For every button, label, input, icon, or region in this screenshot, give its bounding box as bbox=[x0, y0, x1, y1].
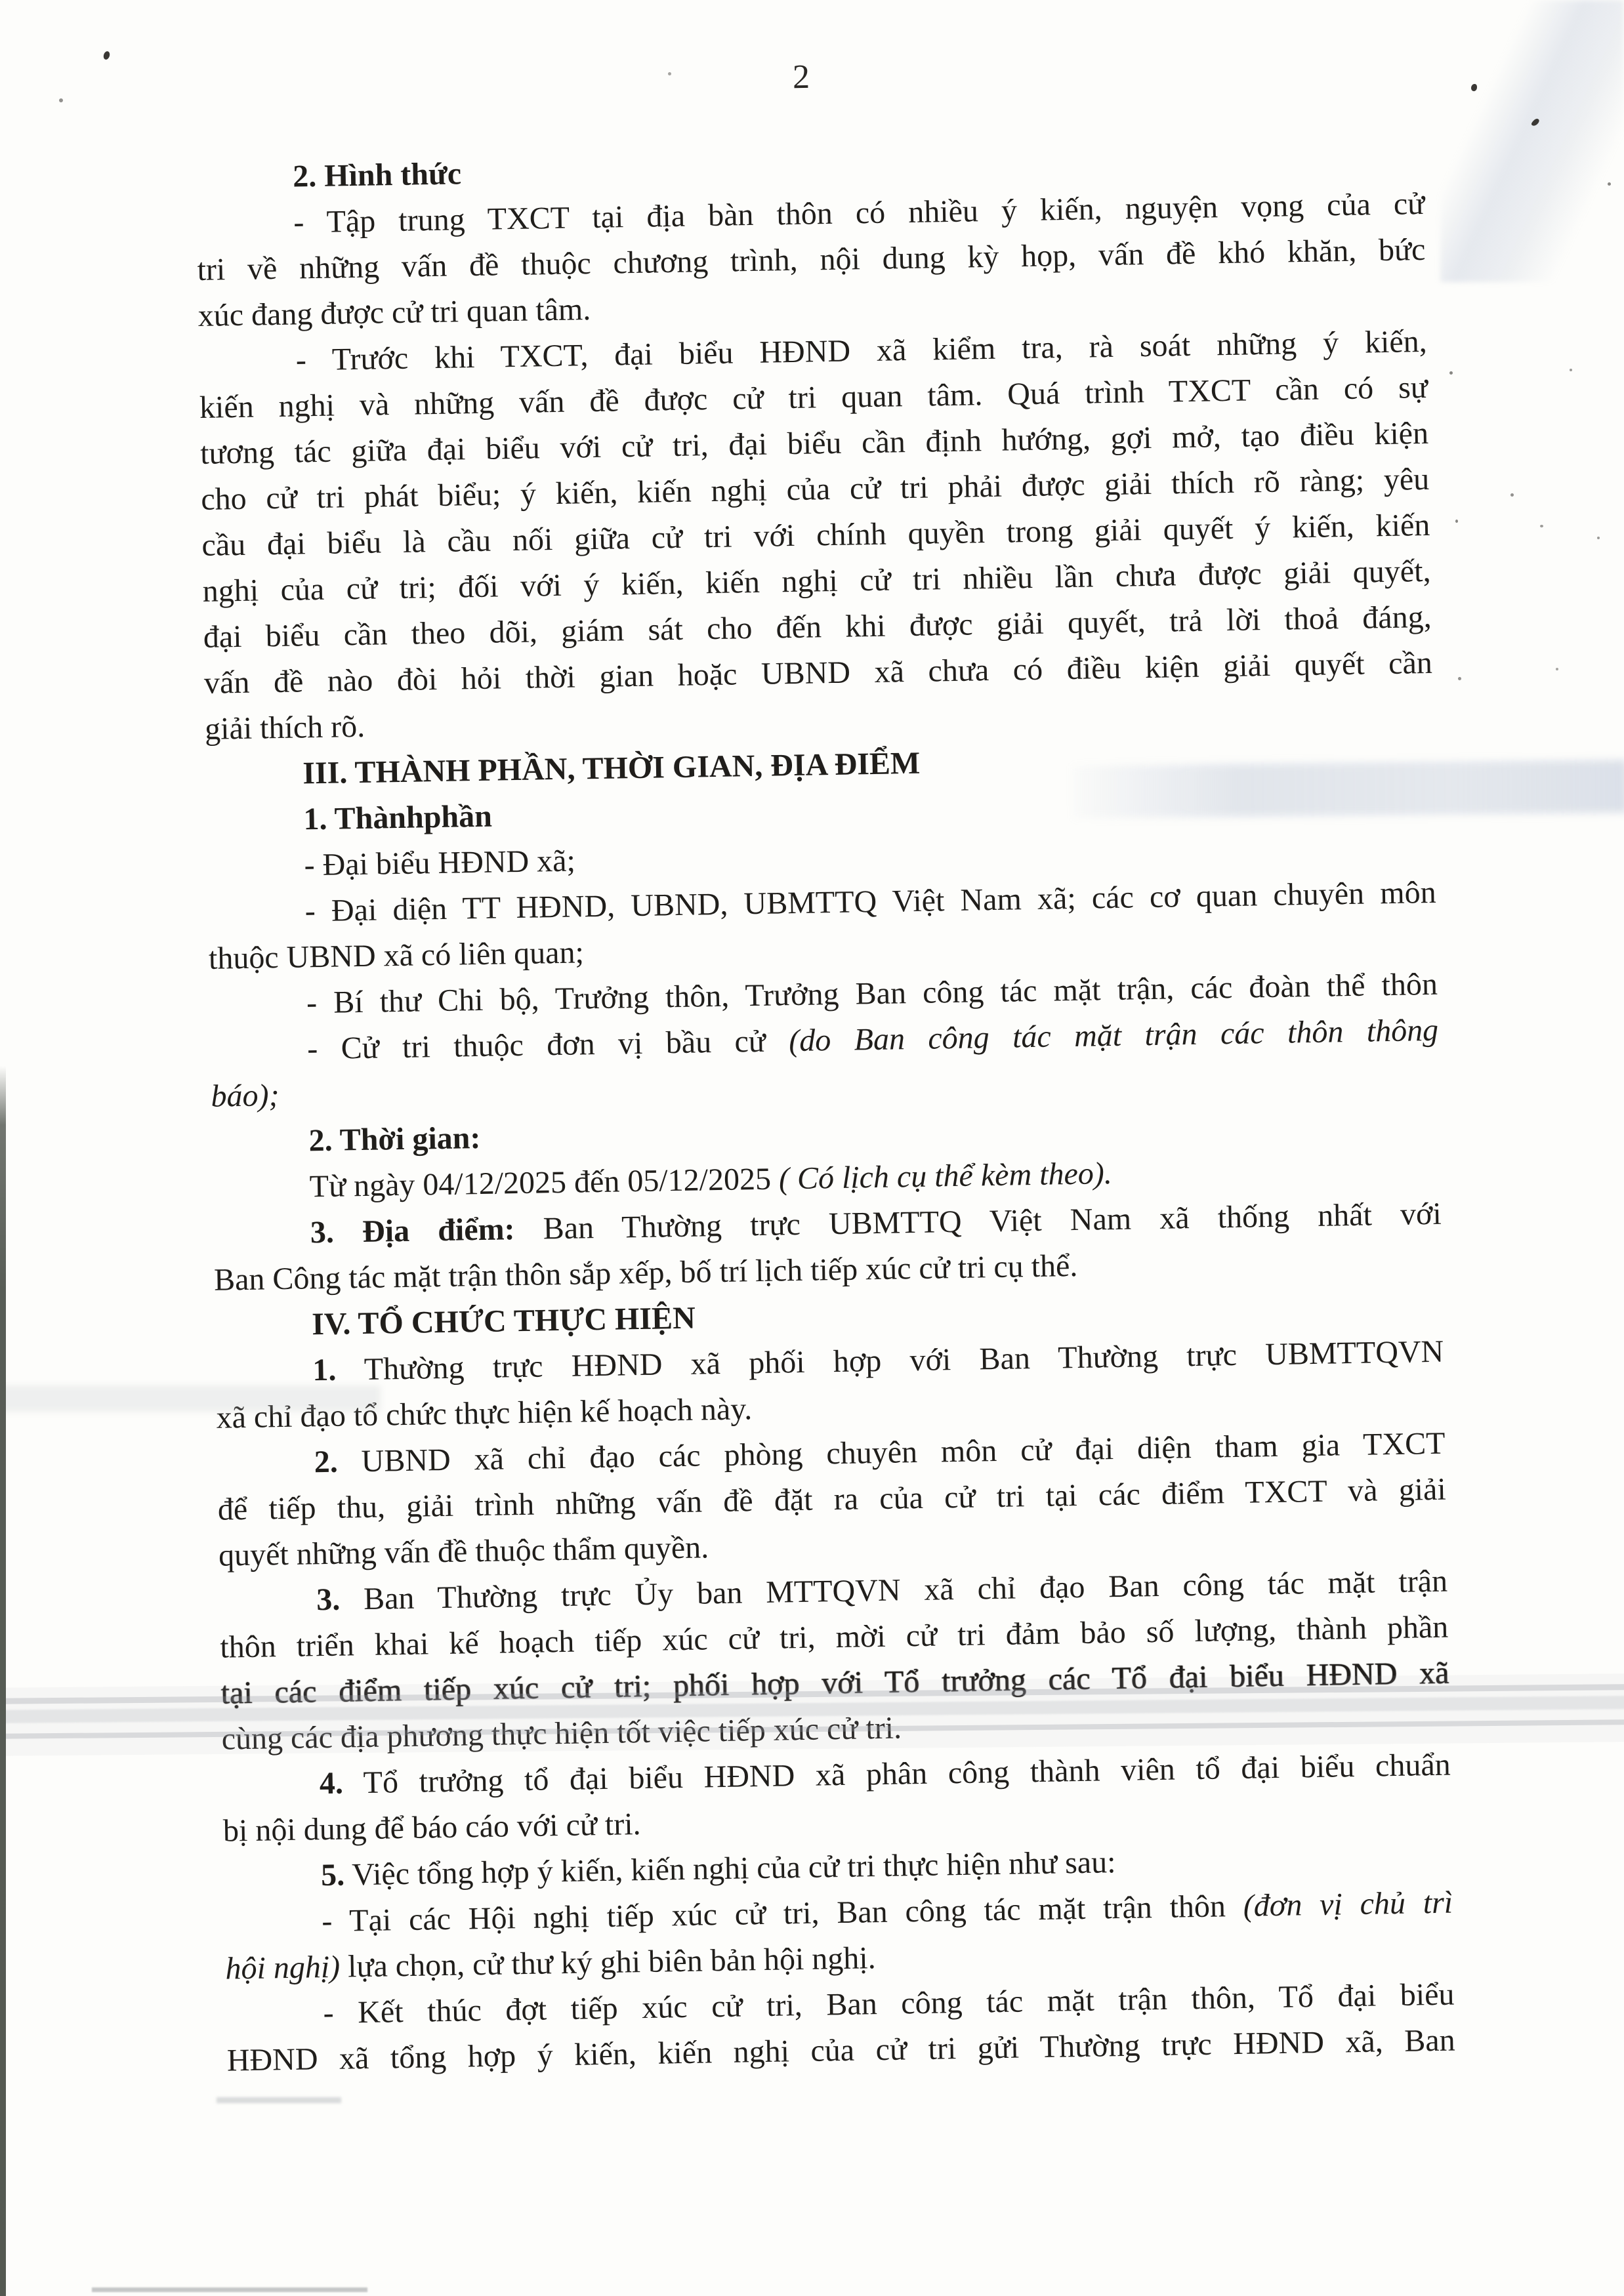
scan-streak bbox=[0, 1385, 381, 1412]
text-segment: ( Có lịch cụ thể kèm theo). bbox=[778, 1156, 1113, 1197]
scan-speck bbox=[1510, 493, 1514, 497]
scan-speck bbox=[1458, 677, 1461, 680]
text-segment: xúc đang được cử tri quan tâm. bbox=[198, 292, 591, 333]
text-segment: 2. Thời gian: bbox=[308, 1120, 481, 1158]
text-segment: 4. bbox=[319, 1765, 344, 1801]
text-segment: - Đại biểu HĐND xã; bbox=[304, 843, 576, 883]
scan-speck bbox=[1455, 520, 1458, 523]
text-segment: tại các điểm tiếp xúc cử tri; phối hợp với Tổ trưởng các Tổ đại biểu HĐND xã bbox=[220, 1655, 1449, 1711]
text-segment: - Cử tri thuộc đơn vị bầu cử bbox=[306, 1023, 789, 1067]
scan-speck bbox=[1556, 668, 1558, 670]
text-segment: - Kết thúc đợt tiếp xúc cử tri, Ban công tác mặt trận thôn, Tổ đại biểu bbox=[323, 1977, 1455, 2031]
text-segment: Từ ngày 04/12/2025 đến 05/12/2025 bbox=[309, 1161, 780, 1204]
text-segment: Ban Thường trực UBMTTQ Việt Nam xã thống nhất với bbox=[514, 1196, 1442, 1247]
text-segment: cùng các địa phương thực hiện tốt việc tiếp xúc cử tri. bbox=[221, 1710, 902, 1757]
text-segment: báo); bbox=[211, 1078, 280, 1114]
text-segment: đại biểu cần theo dõi, giám sát cho đến khi được giải quyết, trả lời thoả đáng, bbox=[203, 599, 1432, 655]
page-number: 2 bbox=[792, 58, 810, 96]
text-segment: - Trước khi TXCT, đại biểu HĐND xã kiểm tra, rà soát những ý kiến, bbox=[295, 323, 1428, 378]
scan-speck bbox=[668, 72, 671, 75]
scan-speck bbox=[1608, 182, 1611, 186]
text-segment: vấn đề nào đòi hỏi thời gian hoặc UBND xã chưa có điều kiện giải quyết cần bbox=[203, 645, 1433, 701]
scan-smudge bbox=[1073, 760, 1624, 819]
text-segment: bị nội dung để báo cáo với cử tri. bbox=[222, 1807, 641, 1849]
text-segment: IV. TỔ CHỨC THỰC HIỆN bbox=[311, 1300, 696, 1342]
text-segment: cho cử tri phát biểu; ý kiến, kiến nghị của cử tri phải được giải thích rõ ràng; yêu bbox=[200, 461, 1430, 517]
text-segment: thôn triển khai kế hoạch tiếp xúc cử tri, mời cử tri đảm bảo số lượng, thành phần bbox=[219, 1609, 1449, 1665]
text-segment: (đơn vị chủ trì bbox=[1243, 1885, 1453, 1923]
text-segment: kiến nghị và những vấn đề được cử tri quan tâm. Quá trình TXCT cần có sự bbox=[199, 369, 1428, 425]
text-segment: 3. Địa điểm: bbox=[310, 1212, 515, 1250]
text-segment: - Tập trung TXCT tại địa bàn thôn có nhiều ý kiến, nguyện vọng của cử bbox=[293, 186, 1425, 240]
text-segment: hội nghị) bbox=[225, 1949, 341, 1986]
text-segment: để tiếp thu, giải trình những vấn đề đặt ra của cử tri tại các điểm TXCT và giải bbox=[217, 1471, 1447, 1527]
scan-corner-texture bbox=[1440, 0, 1624, 282]
scan-edge-strip bbox=[0, 1066, 6, 2296]
text-segment: 1. bbox=[312, 1352, 337, 1388]
text-segment: giải thích rõ. bbox=[204, 708, 365, 747]
text-segment: HĐND xã tổng hợp ý kiến, kiến nghị của cử tri gửi Thường trực HĐND xã, Ban bbox=[226, 2022, 1456, 2078]
text-segment: Thường trực HĐND xã phối hợp với Ban Thường trực UBMTTQVN bbox=[335, 1334, 1444, 1387]
text-segment: cầu đại biểu là cầu nối giữa cử tri với chính quyền trong giải quyết ý kiến, kiến bbox=[201, 507, 1430, 563]
text-segment: 3. bbox=[316, 1582, 341, 1618]
scan-speck bbox=[59, 98, 63, 102]
text-segment: tương tác giữa đại biểu với cử tri, đại biểu cần định hướng, gợi mở, tạo điều kiện bbox=[199, 415, 1429, 471]
scan-speck bbox=[1570, 369, 1572, 371]
text-segment: thuộc UBND xã có liên quan; bbox=[208, 935, 585, 976]
text-segment: III. THÀNH PHẦN, THỜI GIAN, ĐỊA ĐIỂM bbox=[302, 745, 921, 791]
text-segment: - Bí thư Chi bộ, Trưởng thôn, Trưởng Ban công tác mặt trận, các đoàn thể thôn bbox=[306, 966, 1438, 1021]
scan-streak bbox=[92, 2287, 367, 2292]
text-segment: 2. Hình thức bbox=[292, 156, 462, 194]
text-segment: nghị của cử tri; đối với ý kiến, kiến nghị cử tri nhiều lần chưa được giải quyết, bbox=[202, 553, 1431, 609]
scan-speck bbox=[1597, 537, 1600, 539]
text-segment: xã chỉ đạo tổ chức thực hiện kế hoạch này. bbox=[216, 1391, 753, 1435]
text-segment: - Đại diện TT HĐND, UBND, UBMTTQ Việt Nam xã; các cơ quan chuyên môn bbox=[304, 874, 1437, 929]
text-segment: - Tại các Hội nghị tiếp xúc cử tri, Ban công tác mặt trận thôn bbox=[321, 1888, 1244, 1939]
scan-speck bbox=[1449, 371, 1453, 375]
text-segment: lựa chọn, cử thư ký ghi biên bản hội nghị. bbox=[339, 1940, 877, 1984]
text-segment: (do Ban công tác mặt trận các thôn thông bbox=[788, 1012, 1439, 1059]
text-segment: Tổ trưởng tổ đại biểu HĐND xã phân công thành viên tổ đại biểu chuẩn bbox=[343, 1747, 1451, 1801]
scan-speck bbox=[102, 51, 111, 60]
text-segment: 5. bbox=[320, 1857, 345, 1893]
text-segment: Ban Công tác mặt trận thôn sắp xếp, bố trí lịch tiếp xúc cử tri cụ thể. bbox=[213, 1248, 1078, 1298]
text-segment: 1. Thànhphần bbox=[303, 798, 493, 837]
text-segment: tri về những vấn đề thuộc chương trình, nội dung kỳ họp, vấn đề khó khăn, bức bbox=[197, 232, 1426, 287]
scan-speck bbox=[1540, 525, 1543, 527]
text-segment: quyết những vấn đề thuộc thẩm quyền. bbox=[218, 1530, 709, 1573]
text-segment: Việc tổng hợp ý kiến, kiến nghị của cử tri thực hiện như sau: bbox=[344, 1845, 1116, 1893]
text-segment: UBND xã chỉ đạo các phòng chuyên môn cử đại diện tham gia TXCT bbox=[337, 1425, 1446, 1479]
text-segment: 2. bbox=[314, 1444, 339, 1480]
text-segment: Ban Thường trực Ủy ban MTTQVN xã chỉ đạo Ban công tác mặt trận bbox=[339, 1563, 1448, 1617]
document-body bbox=[196, 135, 1455, 2084]
scan-streak bbox=[217, 2097, 341, 2103]
